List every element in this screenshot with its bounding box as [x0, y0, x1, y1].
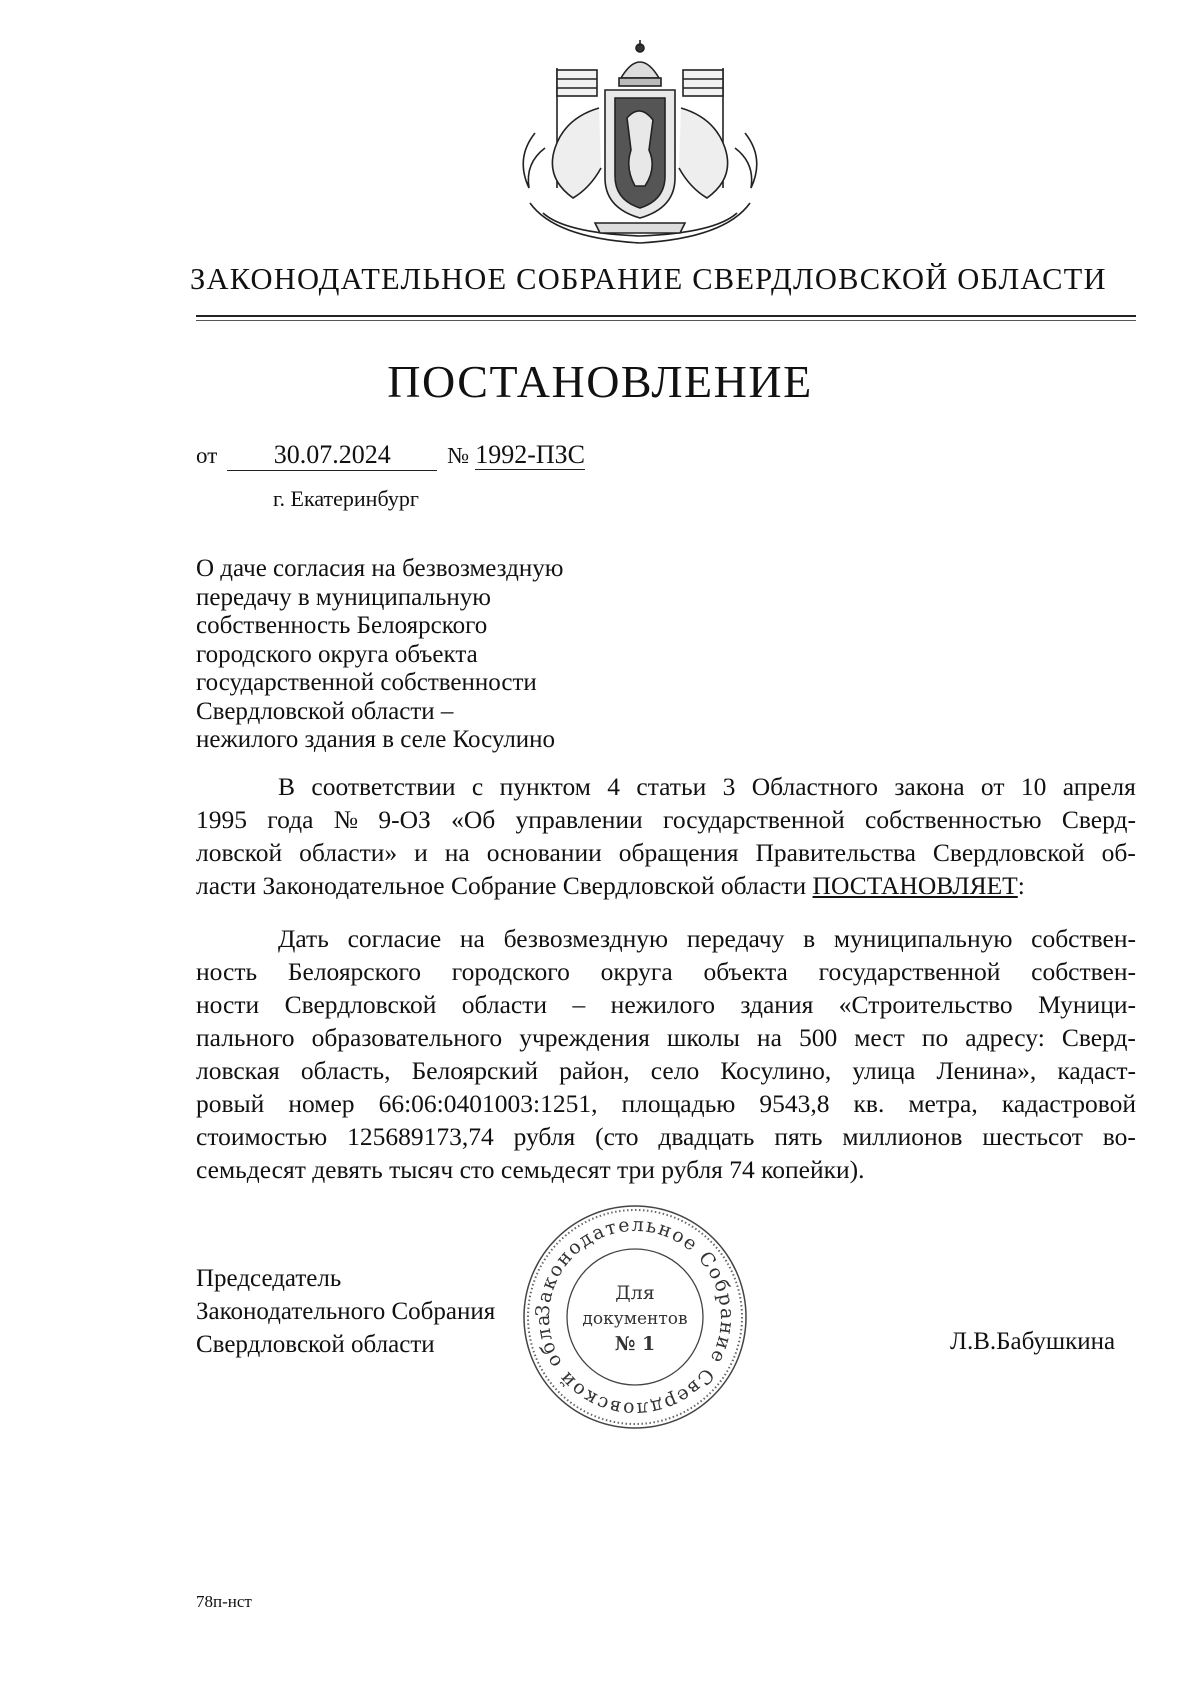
subject-line: государственной собственности	[196, 669, 537, 696]
organization-title: ЗАКОНОДАТЕЛЬНОЕ СОБРАНИЕ СВЕРДЛОВСКОЙ ОБЛАСТИ	[190, 262, 1107, 296]
subject-line: Свердловской области –	[196, 697, 454, 725]
document-type-heading: ПОСТАНОВЛЕНИЕ	[387, 356, 813, 407]
signatory-title-line: Председатель	[196, 1265, 342, 1292]
seal-center-line: № 1	[614, 1333, 656, 1355]
date-label: от	[196, 443, 218, 468]
body-line: пального образовательного учреждения школы на 500 мест по адресу: Сверд-	[196, 1023, 1136, 1052]
subject-line: собственность Белоярского	[196, 612, 488, 639]
resolution-suffix: :	[1017, 871, 1025, 900]
body-line: ловская область, Белоярский район, село Косулино, улица Ленина», кадаст-	[196, 1056, 1136, 1085]
body-line: ность Белоярского городского округа объекта государственной собствен-	[196, 957, 1136, 986]
seal-ring-text: Законодательное Собрание Свердловской обла	[531, 1213, 739, 1421]
body-line: Дать согласие на безвозмездную передачу в муниципальную собствен-	[278, 924, 1136, 953]
body-line: ловской области» и на основании обращения Правительства Свердловской об-	[196, 838, 1136, 867]
body-line: семьдесят девять тысяч сто семьдесят три рубля 74 копейки).	[196, 1155, 865, 1184]
resolution-prefix: ласти Законодательное Собрание Свердловской области	[196, 871, 813, 900]
document-body	[196, 770, 1136, 1186]
document-date: 30.07.2024	[227, 440, 437, 471]
resolution-keyword: ПОСТАНОВЛЯЕТ	[812, 871, 1018, 900]
number-label: №	[447, 443, 470, 468]
footer-code: 78п-нст	[196, 1592, 252, 1611]
signatory-title	[196, 1262, 495, 1361]
body-line: ровый номер 66:06:0401003:1251, площадью 9543,8 кв. метра, кадастровой	[196, 1089, 1136, 1118]
body-line: ности Свердловской области – нежилого здания «Строительство Муници-	[196, 990, 1136, 1019]
body-line-resolution	[196, 869, 1136, 902]
document-number: 1992-ПЗС	[475, 440, 586, 469]
body-line: 1995 года № 9-ОЗ «Об управлении государственной собственностью Сверд-	[196, 805, 1136, 834]
subject-line: О даче согласия на безвозмездную	[196, 555, 564, 582]
seal-center-line: документов	[582, 1309, 688, 1329]
signatory-name: Л.В.Бабушкина	[950, 1328, 1116, 1355]
subject-line: передачу в муниципальную	[196, 583, 491, 611]
header-divider-thin	[196, 320, 1136, 321]
seal-center-line: Для	[615, 1282, 655, 1304]
coat-of-arms-icon	[495, 38, 785, 253]
subject-line: нежилого здания в селе Косулино	[196, 726, 556, 753]
document-subject	[196, 555, 563, 755]
document-city: г. Екатеринбург	[273, 486, 419, 511]
signatory-title-line: Свердловской области	[196, 1331, 435, 1358]
subject-line: городского округа объекта	[196, 640, 478, 668]
body-line: стоимостью 125689173,74 рубля (сто двадцать пять миллионов шестьсот во-	[196, 1122, 1136, 1151]
official-seal-stamp	[521, 1203, 749, 1431]
paragraph-gap	[196, 902, 1136, 922]
document-date-number	[196, 440, 585, 471]
signatory-title-line: Законодательного Собрания	[196, 1298, 496, 1325]
header-divider	[196, 315, 1136, 317]
body-line: В соответствии с пунктом 4 статьи 3 Областного закона от 10 апреля	[278, 772, 1136, 801]
